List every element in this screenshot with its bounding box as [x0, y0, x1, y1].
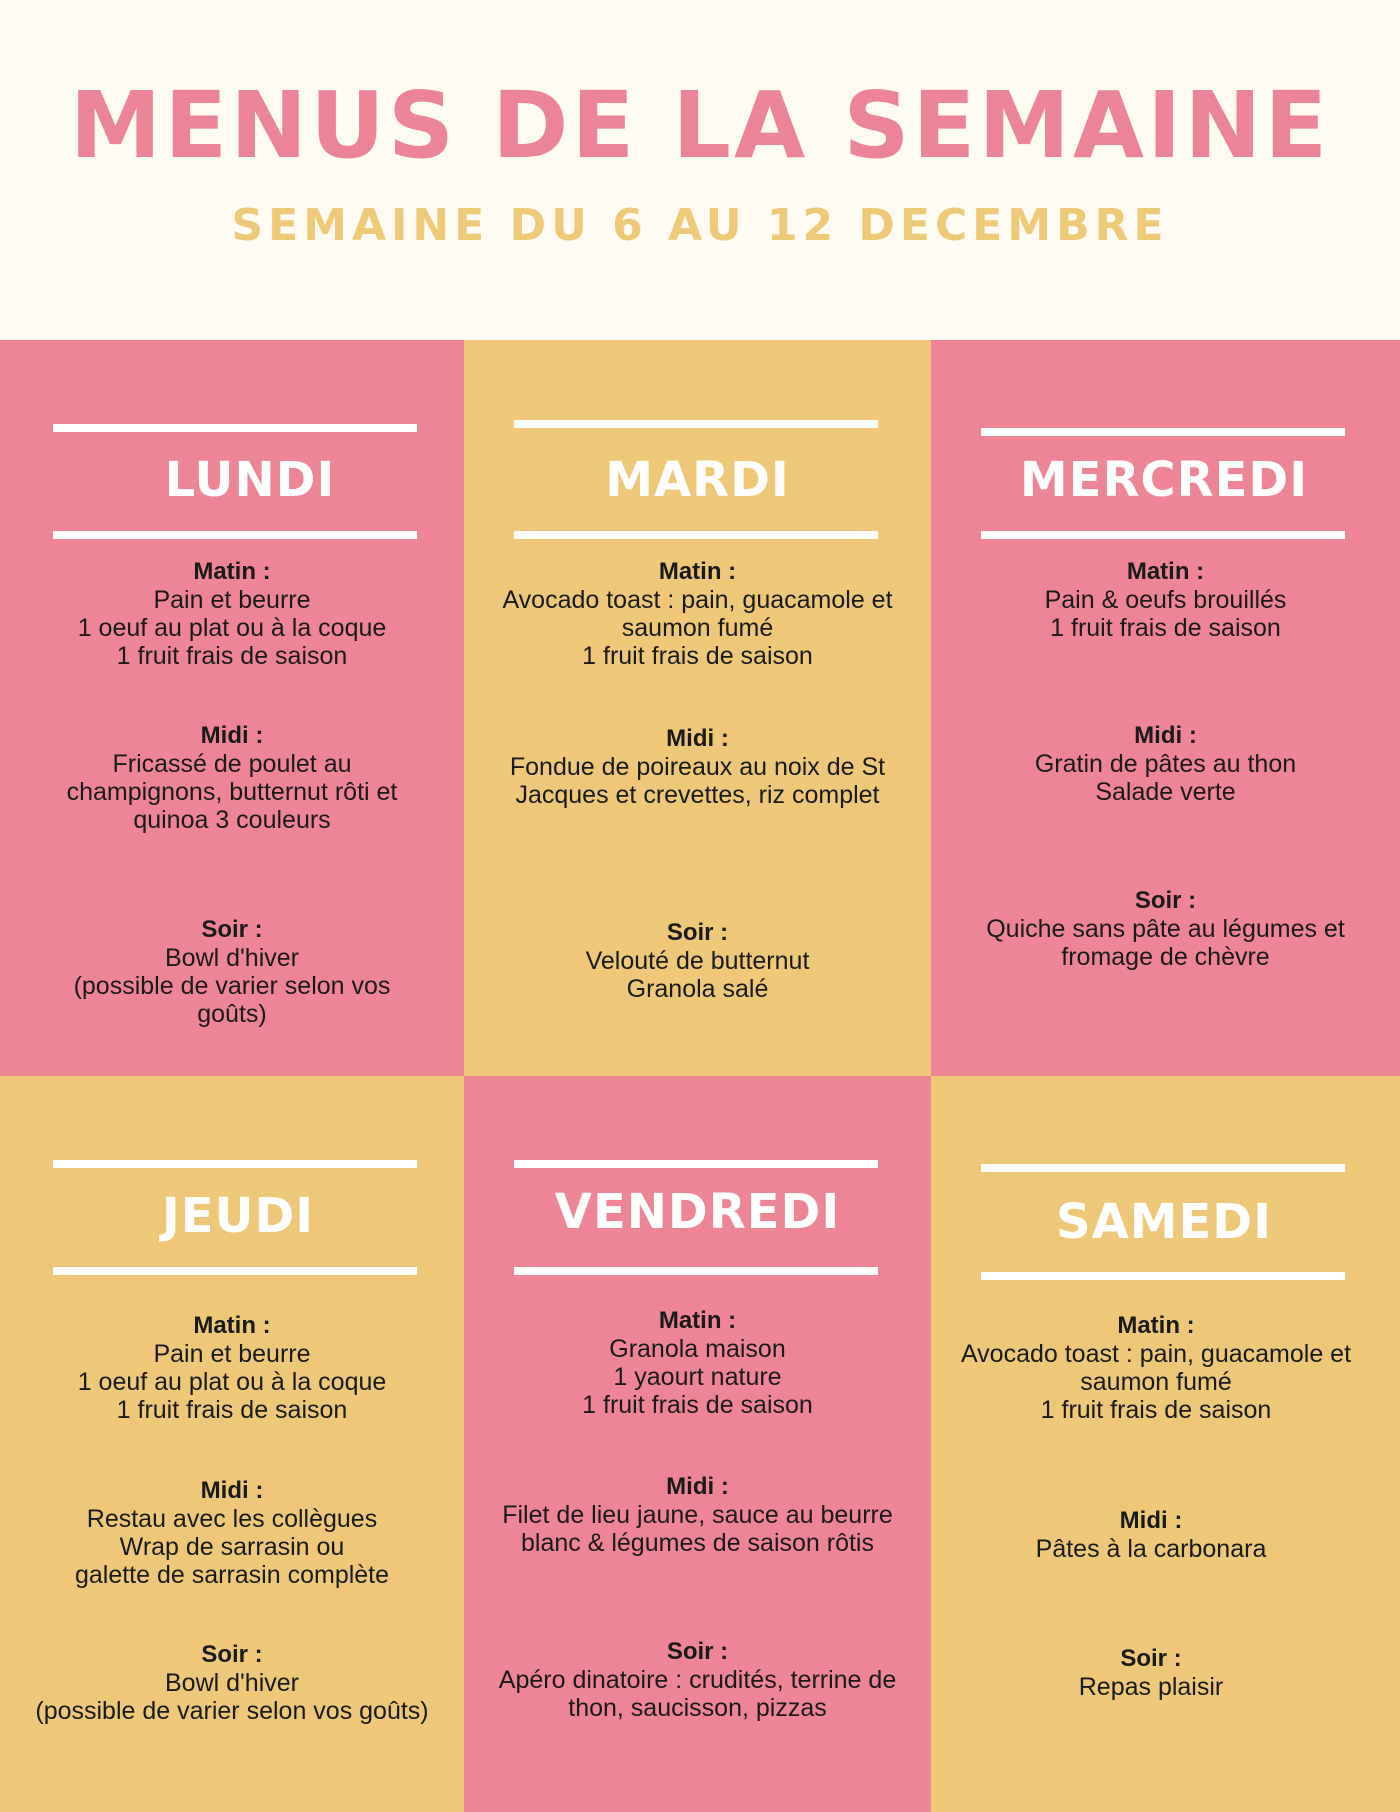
day-card-mercredi [931, 340, 1400, 1076]
day-title: VENDREDI [554, 1184, 841, 1240]
meal-line: 1 fruit frais de saison [116, 642, 348, 670]
meal-matin [0, 558, 464, 670]
day-title: SAMEDI [1056, 1194, 1272, 1250]
divider-bottom [981, 531, 1345, 539]
meal-midi [464, 725, 931, 809]
meal-matin [464, 558, 931, 670]
day-title: JEUDI [161, 1188, 315, 1244]
day-title: LUNDI [164, 452, 336, 508]
divider-bottom [53, 531, 417, 539]
meal-line: 1 fruit frais de saison [582, 642, 813, 670]
divider-top [981, 1164, 1345, 1172]
meal-line: Pain et beurre [153, 586, 311, 614]
meal-line: Quiche sans pâte au légumes et [986, 915, 1345, 943]
meal-line: Avocado toast : pain, guacamole et [502, 586, 893, 614]
meal-soir [931, 887, 1400, 971]
meal-label: Matin : [658, 558, 737, 585]
meal-line: Pain et beurre [153, 1340, 311, 1368]
meal-line: blanc & légumes de saison rôtis [521, 1529, 874, 1557]
meal-label: Matin : [193, 1312, 271, 1339]
meal-line: goûts) [197, 1000, 267, 1028]
meal-midi [464, 1473, 931, 1557]
meal-label: Matin : [658, 1307, 737, 1334]
meal-midi [0, 722, 464, 834]
meal-line: Restau avec les collègues [86, 1505, 378, 1533]
meal-label: Matin : [1126, 558, 1205, 585]
meal-line: 1 oeuf au plat ou à la coque [77, 1368, 387, 1396]
meal-line: fromage de chèvre [1061, 943, 1270, 971]
meal-label: Midi : [1134, 722, 1197, 749]
meal-matin [931, 558, 1400, 642]
meal-line: Bowl d'hiver [165, 944, 299, 972]
meal-line: Jacques et crevettes, riz complet [515, 781, 880, 809]
day-card-lundi [0, 340, 464, 1076]
meal-line: Pain & oeufs brouillés [1044, 586, 1287, 614]
meal-line: Fondue de poireaux au noix de St [509, 753, 886, 781]
meal-label: Midi : [200, 1477, 264, 1504]
meal-line: 1 fruit frais de saison [116, 1396, 348, 1424]
meal-soir [931, 1645, 1371, 1701]
meal-line: Velouté de butternut [585, 947, 810, 975]
meal-label: Soir : [201, 1641, 263, 1668]
divider-bottom [53, 1267, 417, 1275]
day-card-jeudi [0, 1076, 464, 1812]
meal-label: Matin : [193, 558, 271, 585]
divider-top [514, 420, 878, 428]
meal-line: Granola maison [609, 1335, 786, 1363]
meal-matin [0, 1312, 464, 1424]
meal-line: quinoa 3 couleurs [133, 806, 331, 834]
meal-line: Apéro dinatoire : crudités, terrine de [498, 1666, 897, 1694]
meal-label: Soir : [1134, 887, 1197, 914]
divider-bottom [981, 1272, 1345, 1280]
page-subtitle: SEMAINE DU 6 AU 12 DECEMBRE [231, 200, 1169, 251]
meal-label: Soir : [201, 916, 263, 943]
meal-label: Midi : [666, 725, 729, 752]
day-title: MARDI [605, 452, 790, 508]
meal-soir [0, 1641, 464, 1725]
header [0, 0, 1400, 340]
menu-grid [0, 340, 1400, 1812]
meal-line: Avocado toast : pain, guacamole et [960, 1340, 1352, 1368]
meal-label: Soir : [1120, 1645, 1182, 1672]
meal-line: Repas plaisir [1078, 1673, 1224, 1701]
meal-label: Matin : [1117, 1312, 1195, 1339]
meal-line: Fricassé de poulet au [112, 750, 352, 778]
divider-top [53, 424, 417, 432]
day-card-samedi [931, 1076, 1400, 1812]
meal-line: 1 fruit frais de saison [582, 1391, 813, 1419]
meal-line: Pâtes à la carbonara [1035, 1535, 1267, 1563]
meal-soir [464, 919, 931, 1003]
meal-line: 1 fruit frais de saison [1040, 1396, 1272, 1424]
meal-line: 1 fruit frais de saison [1050, 614, 1281, 642]
divider-top [53, 1160, 417, 1168]
meal-line: champignons, butternut rôti et [66, 778, 398, 806]
page-title: MENUS DE LA SEMAINE [69, 72, 1331, 179]
divider-bottom [514, 531, 878, 539]
meal-midi [931, 722, 1400, 806]
meal-line: (possible de varier selon vos goûts) [35, 1697, 429, 1725]
meal-line: 1 yaourt nature [613, 1363, 782, 1391]
meal-line: Gratin de pâtes au thon [1034, 750, 1297, 778]
meal-line: 1 oeuf au plat ou à la coque [77, 614, 387, 642]
meal-line: thon, saucisson, pizzas [568, 1694, 827, 1722]
day-card-vendredi [464, 1076, 931, 1812]
meal-line: galette de sarrasin complète [74, 1561, 390, 1589]
meal-midi [931, 1507, 1371, 1563]
meal-matin [931, 1312, 1381, 1424]
meal-line: Wrap de sarrasin ou [119, 1533, 345, 1561]
meal-midi [0, 1477, 464, 1589]
meal-line: Bowl d'hiver [165, 1669, 299, 1697]
meal-label: Soir : [666, 919, 729, 946]
day-title: MERCREDI [1019, 452, 1309, 508]
meal-line: saumon fumé [621, 614, 774, 642]
meal-label: Midi : [200, 722, 264, 749]
meal-soir [0, 916, 464, 1028]
meal-soir [464, 1638, 931, 1722]
meal-label: Midi : [1119, 1507, 1183, 1534]
divider-top [981, 428, 1345, 436]
divider-bottom [514, 1267, 878, 1275]
meal-line: Filet de lieu jaune, sauce au beurre [502, 1501, 893, 1529]
day-card-mardi [464, 340, 931, 1076]
meal-line: (possible de varier selon vos [73, 972, 391, 1000]
meal-line: saumon fumé [1080, 1368, 1232, 1396]
divider-top [514, 1160, 878, 1168]
meal-line: Salade verte [1095, 778, 1236, 806]
meal-label: Midi : [666, 1473, 729, 1500]
meal-label: Soir : [666, 1638, 729, 1665]
meal-line: Granola salé [626, 975, 769, 1003]
meal-matin [464, 1307, 931, 1419]
